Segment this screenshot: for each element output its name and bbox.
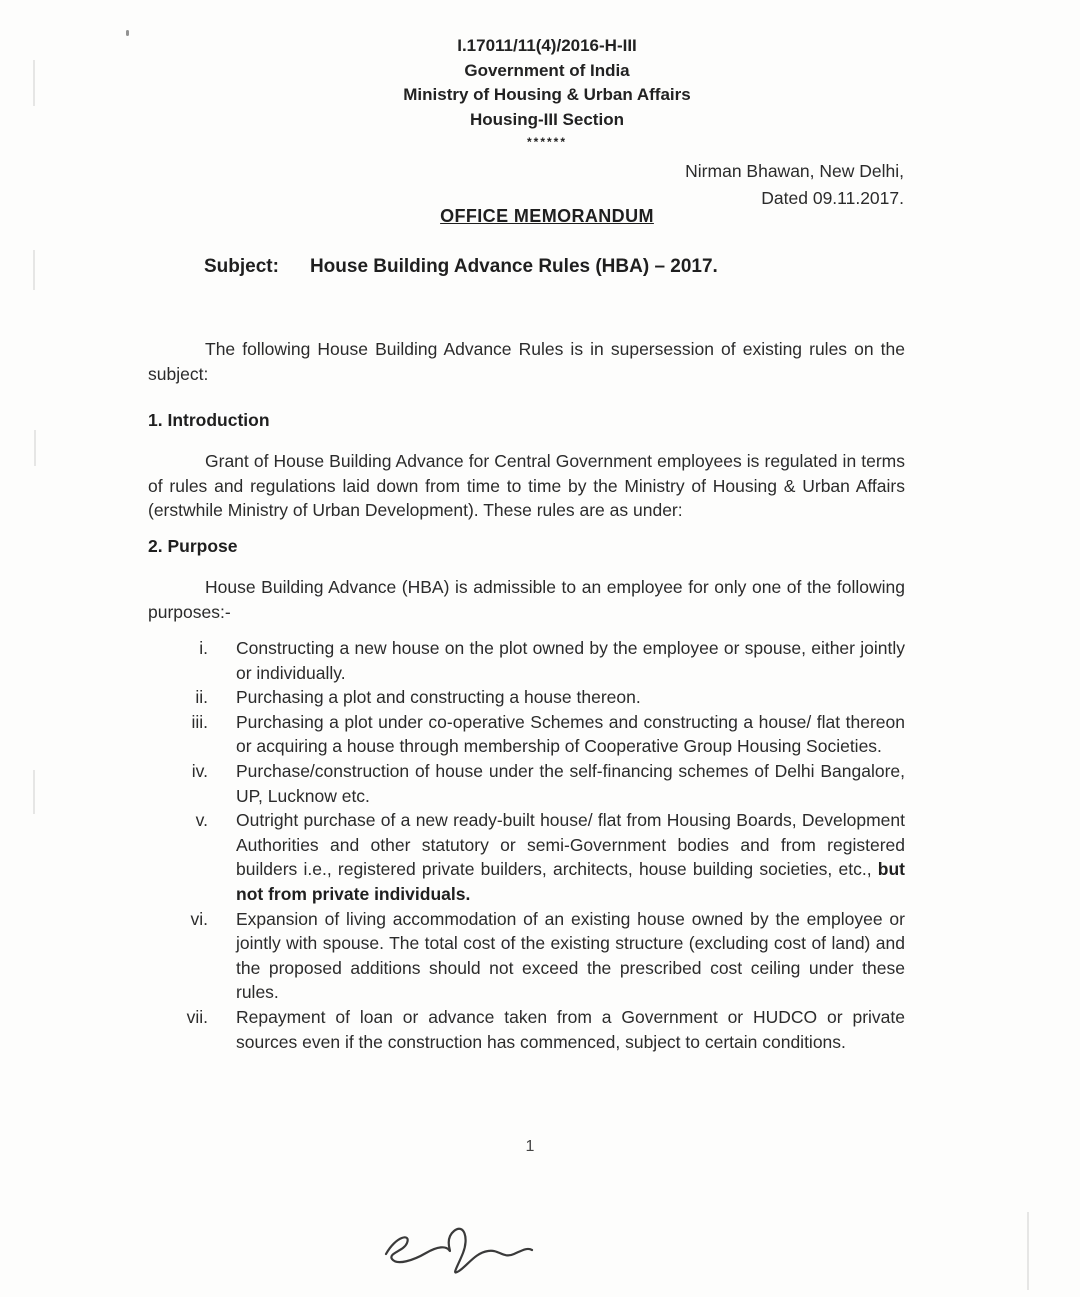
list-item-body: Constructing a new house on the plot owned by the employee or spouse, either jointly or individually. [236,638,905,683]
section-body-introduction: Grant of House Building Advance for Central Government employees is regulated in terms of rules and regulations laid down from time to time by the Ministry of Housing & Urban Affairs (erstwhile Ministry of Urban Development). These rules are as under: [148,451,905,521]
list-item-number: iv. [191,760,208,781]
list-item [148,759,905,808]
list-item-body: Purchase/construction of house under the self-financing schemes of Delhi Bangalore, UP, Lucknow etc. [236,760,905,806]
list-item [148,710,905,759]
list-item-text [236,808,905,906]
list-item-number: v. [195,810,208,831]
section-heading-purpose: 2. Purpose [148,536,238,556]
page-number: 1 [525,1138,535,1155]
list-item [148,808,905,906]
scan-artifact [33,770,35,814]
list-item-body: Purchasing a plot and constructing a house thereon. [236,687,641,708]
section-name: Housing-III Section [470,109,624,129]
scan-artifact [34,430,36,466]
list-item-text [236,759,905,808]
list-item-text [236,1005,905,1054]
list-item-text [236,710,905,759]
list-item-body: Expansion of living accommodation of an existing house owned by the employee or jointly with spouse. The total cost of the existing structure (excluding cost of land) and the proposed additions should not exceed the prescribed cost ceiling under these rules. [236,908,905,1003]
list-item-bold-text: but not from private individuals. [236,859,905,904]
letterhead [14,34,1080,150]
org-name: Government of India [464,60,630,80]
section-heading-introduction: 1. Introduction [148,410,270,430]
list-item [148,636,905,685]
list-item [148,1005,905,1054]
list-item [148,685,905,710]
list-item-text [236,907,905,1005]
place-date-block [685,158,904,212]
list-item-body: Outright purchase of a new ready-built house/ flat from Housing Boards, Development Authorities and other statutory or semi-Government bodies and from registered builders i.e., registered private builders, architects, house building societies, etc., [236,810,905,880]
list-item-body: Purchasing a plot under co-operative Schemes and constructing a house/ flat thereon or acquiring a house through membership of Cooperative Group Housing Societies. [236,711,905,757]
list-item-number: iii. [191,711,208,732]
subject-label: Subject: [204,256,279,277]
subject-row [204,256,718,278]
reference-number: I.17011/11(4)/2016-H-III [457,36,637,55]
handwritten-signature-icon [380,1220,536,1280]
scan-artifact [1027,1212,1029,1290]
intro-paragraph: The following House Building Advance Rules is in supersession of existing rules on the subject: [148,339,905,384]
list-item-text [236,636,905,685]
list-item-number: vi. [190,908,208,929]
divider-stars: ****** [526,135,568,149]
place-line: Nirman Bhawan, New Delhi, [685,161,904,181]
section-body-purpose: House Building Advance (HBA) is admissible to an employee for only one of the following purposes:- [148,577,905,622]
list-item-number: i. [199,638,208,658]
purpose-list [148,636,905,1054]
list-item-body: Repayment of loan or advance taken from a Government or HUDCO or private sources even if the construction has commenced, subject to certain conditions. [236,1006,905,1052]
date-line: Dated 09.11.2017. [761,188,904,208]
subject-text: House Building Advance Rules (HBA) – 2017. [309,256,718,277]
list-item-number: vii. [186,1006,208,1027]
list-item [148,907,905,1005]
ministry-name: Ministry of Housing & Urban Affairs [403,85,691,104]
memo-title: OFFICE MEMORANDUM [440,206,654,226]
scan-artifact [33,250,35,290]
list-item-text [236,685,905,710]
list-item-number: ii. [195,687,208,708]
